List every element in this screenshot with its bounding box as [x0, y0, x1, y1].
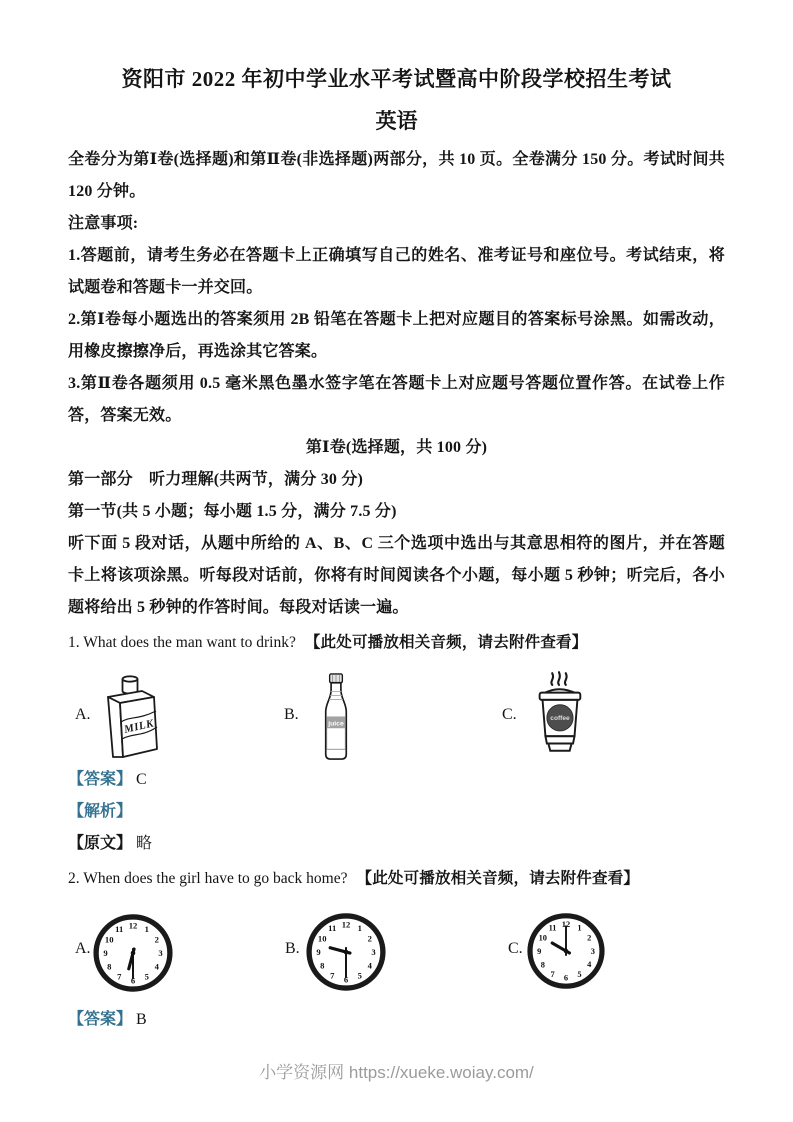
- analysis-label: 【解析】: [68, 803, 133, 820]
- svg-text:10: 10: [104, 934, 114, 945]
- clock-630-icon: [92, 912, 174, 994]
- note-item-2: 2.第Ⅰ卷每小题选出的答案须用 2B 铅笔在答题卡上把对应题目的答案标号涂黑。如需改动，用橡皮擦擦净后，再选涂其它答案。: [68, 311, 725, 360]
- source-value: 略: [136, 835, 153, 852]
- svg-text:8: 8: [320, 960, 325, 971]
- svg-text:4: 4: [587, 960, 592, 970]
- svg-text:3: 3: [590, 946, 595, 956]
- question-1-options: [68, 664, 725, 764]
- svg-text:5: 5: [577, 970, 582, 980]
- question-1-answer: [68, 764, 725, 796]
- svg-text:10: 10: [317, 933, 327, 944]
- svg-text:3: 3: [371, 946, 376, 957]
- question-1-source: [68, 828, 725, 860]
- option-a-label: A.: [75, 940, 91, 957]
- svg-text:8: 8: [107, 961, 112, 972]
- svg-text:9: 9: [316, 946, 321, 957]
- question-1-analysis: [68, 796, 725, 828]
- svg-text:11: 11: [548, 923, 557, 933]
- svg-text:9: 9: [103, 947, 108, 958]
- svg-text:2: 2: [154, 934, 159, 945]
- svg-text:6: 6: [563, 973, 569, 983]
- svg-text:8: 8: [540, 960, 545, 970]
- answer-value: C: [136, 771, 147, 788]
- option-b-label: B.: [284, 706, 299, 723]
- question-1-text: [68, 628, 725, 658]
- note-item-3: 3.第Ⅱ卷各题须用 0.5 毫米黑色墨水签字笔在答题卡上对应题号答题位置作答。在试卷上作答，答案无效。: [68, 375, 725, 424]
- svg-text:12: 12: [561, 920, 571, 930]
- exam-title: 资阳市 2022 年初中学业水平考试暨高中阶段学校招生考试: [121, 67, 672, 91]
- page-footer: 小学资源网 https://xueke.woiay.com/: [259, 1063, 534, 1082]
- milk-label-text: MILK: [122, 717, 156, 736]
- svg-text:1: 1: [144, 924, 149, 935]
- svg-text:9: 9: [537, 946, 542, 956]
- question-2-text: [68, 864, 725, 894]
- svg-text:5: 5: [144, 971, 149, 982]
- source-label: 【原文】: [68, 835, 133, 852]
- question-2-answer: [68, 1004, 725, 1036]
- svg-text:12: 12: [341, 919, 351, 930]
- clock-1000-icon: [526, 910, 606, 992]
- svg-text:4: 4: [367, 960, 372, 971]
- juice-label-text: juice: [328, 720, 344, 728]
- clock-930-icon: [305, 910, 387, 994]
- question-1-audio-note: 【此处可播放相关音频，请去附件查看】: [304, 634, 588, 651]
- question-2-audio-note: 【此处可播放相关音频，请去附件查看】: [356, 870, 640, 887]
- svg-text:2: 2: [587, 933, 592, 943]
- answer-label: 【答案】: [68, 1011, 133, 1028]
- svg-text:3: 3: [158, 947, 163, 958]
- part-subtitle: 第一节(共 5 小题；每小题 1.5 分，满分 7.5 分): [68, 503, 397, 520]
- question-2-prompt: 2. When does the girl have to go back home?: [68, 870, 348, 887]
- svg-text:4: 4: [154, 961, 159, 972]
- option-b-label: B.: [285, 940, 300, 957]
- option-c-label: C.: [502, 706, 517, 723]
- answer-label: 【答案】: [68, 771, 133, 788]
- intro-paragraph: 全卷分为第Ⅰ卷(选择题)和第Ⅱ卷(非选择题)两部分，共 10 页。全卷满分 150 分。考试时间共 120 分钟。: [68, 151, 725, 200]
- exam-subject: 英语: [375, 109, 418, 133]
- svg-text:1: 1: [357, 923, 362, 934]
- svg-text:12: 12: [128, 920, 138, 931]
- juice-bottle-icon: [315, 672, 357, 762]
- svg-text:10: 10: [538, 933, 547, 943]
- part-title: 第一部分 听力理解(共两节，满分 30 分): [68, 471, 364, 488]
- note-item-1: 1.答题前，请考生务必在答题卡上正确填写自己的姓名、准考证号和座位号。考试结束，将试题卷和答题卡一并交回。: [68, 247, 725, 296]
- svg-text:6: 6: [343, 974, 349, 985]
- svg-text:11: 11: [328, 923, 337, 934]
- notes-heading: 注意事项:: [68, 215, 139, 232]
- coffee-cup-icon: [528, 666, 590, 758]
- coffee-label-text: coffee: [550, 715, 570, 723]
- section-title: 第Ⅰ卷(选择题，共 100 分): [305, 439, 488, 456]
- milk-carton-icon: [94, 670, 164, 760]
- svg-text:5: 5: [357, 970, 362, 981]
- svg-text:7: 7: [550, 970, 555, 980]
- answer-value: B: [136, 1011, 147, 1028]
- option-c-label: C.: [508, 940, 523, 957]
- option-a-label: A.: [75, 706, 91, 723]
- question-1-prompt: 1. What does the man want to drink?: [68, 634, 296, 651]
- question-2-options: [68, 910, 725, 998]
- svg-text:6: 6: [130, 975, 136, 986]
- svg-text:7: 7: [117, 971, 122, 982]
- svg-text:1: 1: [577, 923, 582, 933]
- svg-text:11: 11: [115, 924, 124, 935]
- svg-text:7: 7: [330, 970, 335, 981]
- svg-text:2: 2: [367, 933, 372, 944]
- part-instructions: 听下面 5 段对话，从题中所给的 A、B、C 三个选项中选出与其意思相符的图片，并在答题卡上将该项涂黑。听每段对话前，你将有时间阅读各个小题，每小题 5 秒钟；听完后，各小题将给出 5 秒钟的作答时间。每段对话读一遍。: [68, 535, 725, 616]
